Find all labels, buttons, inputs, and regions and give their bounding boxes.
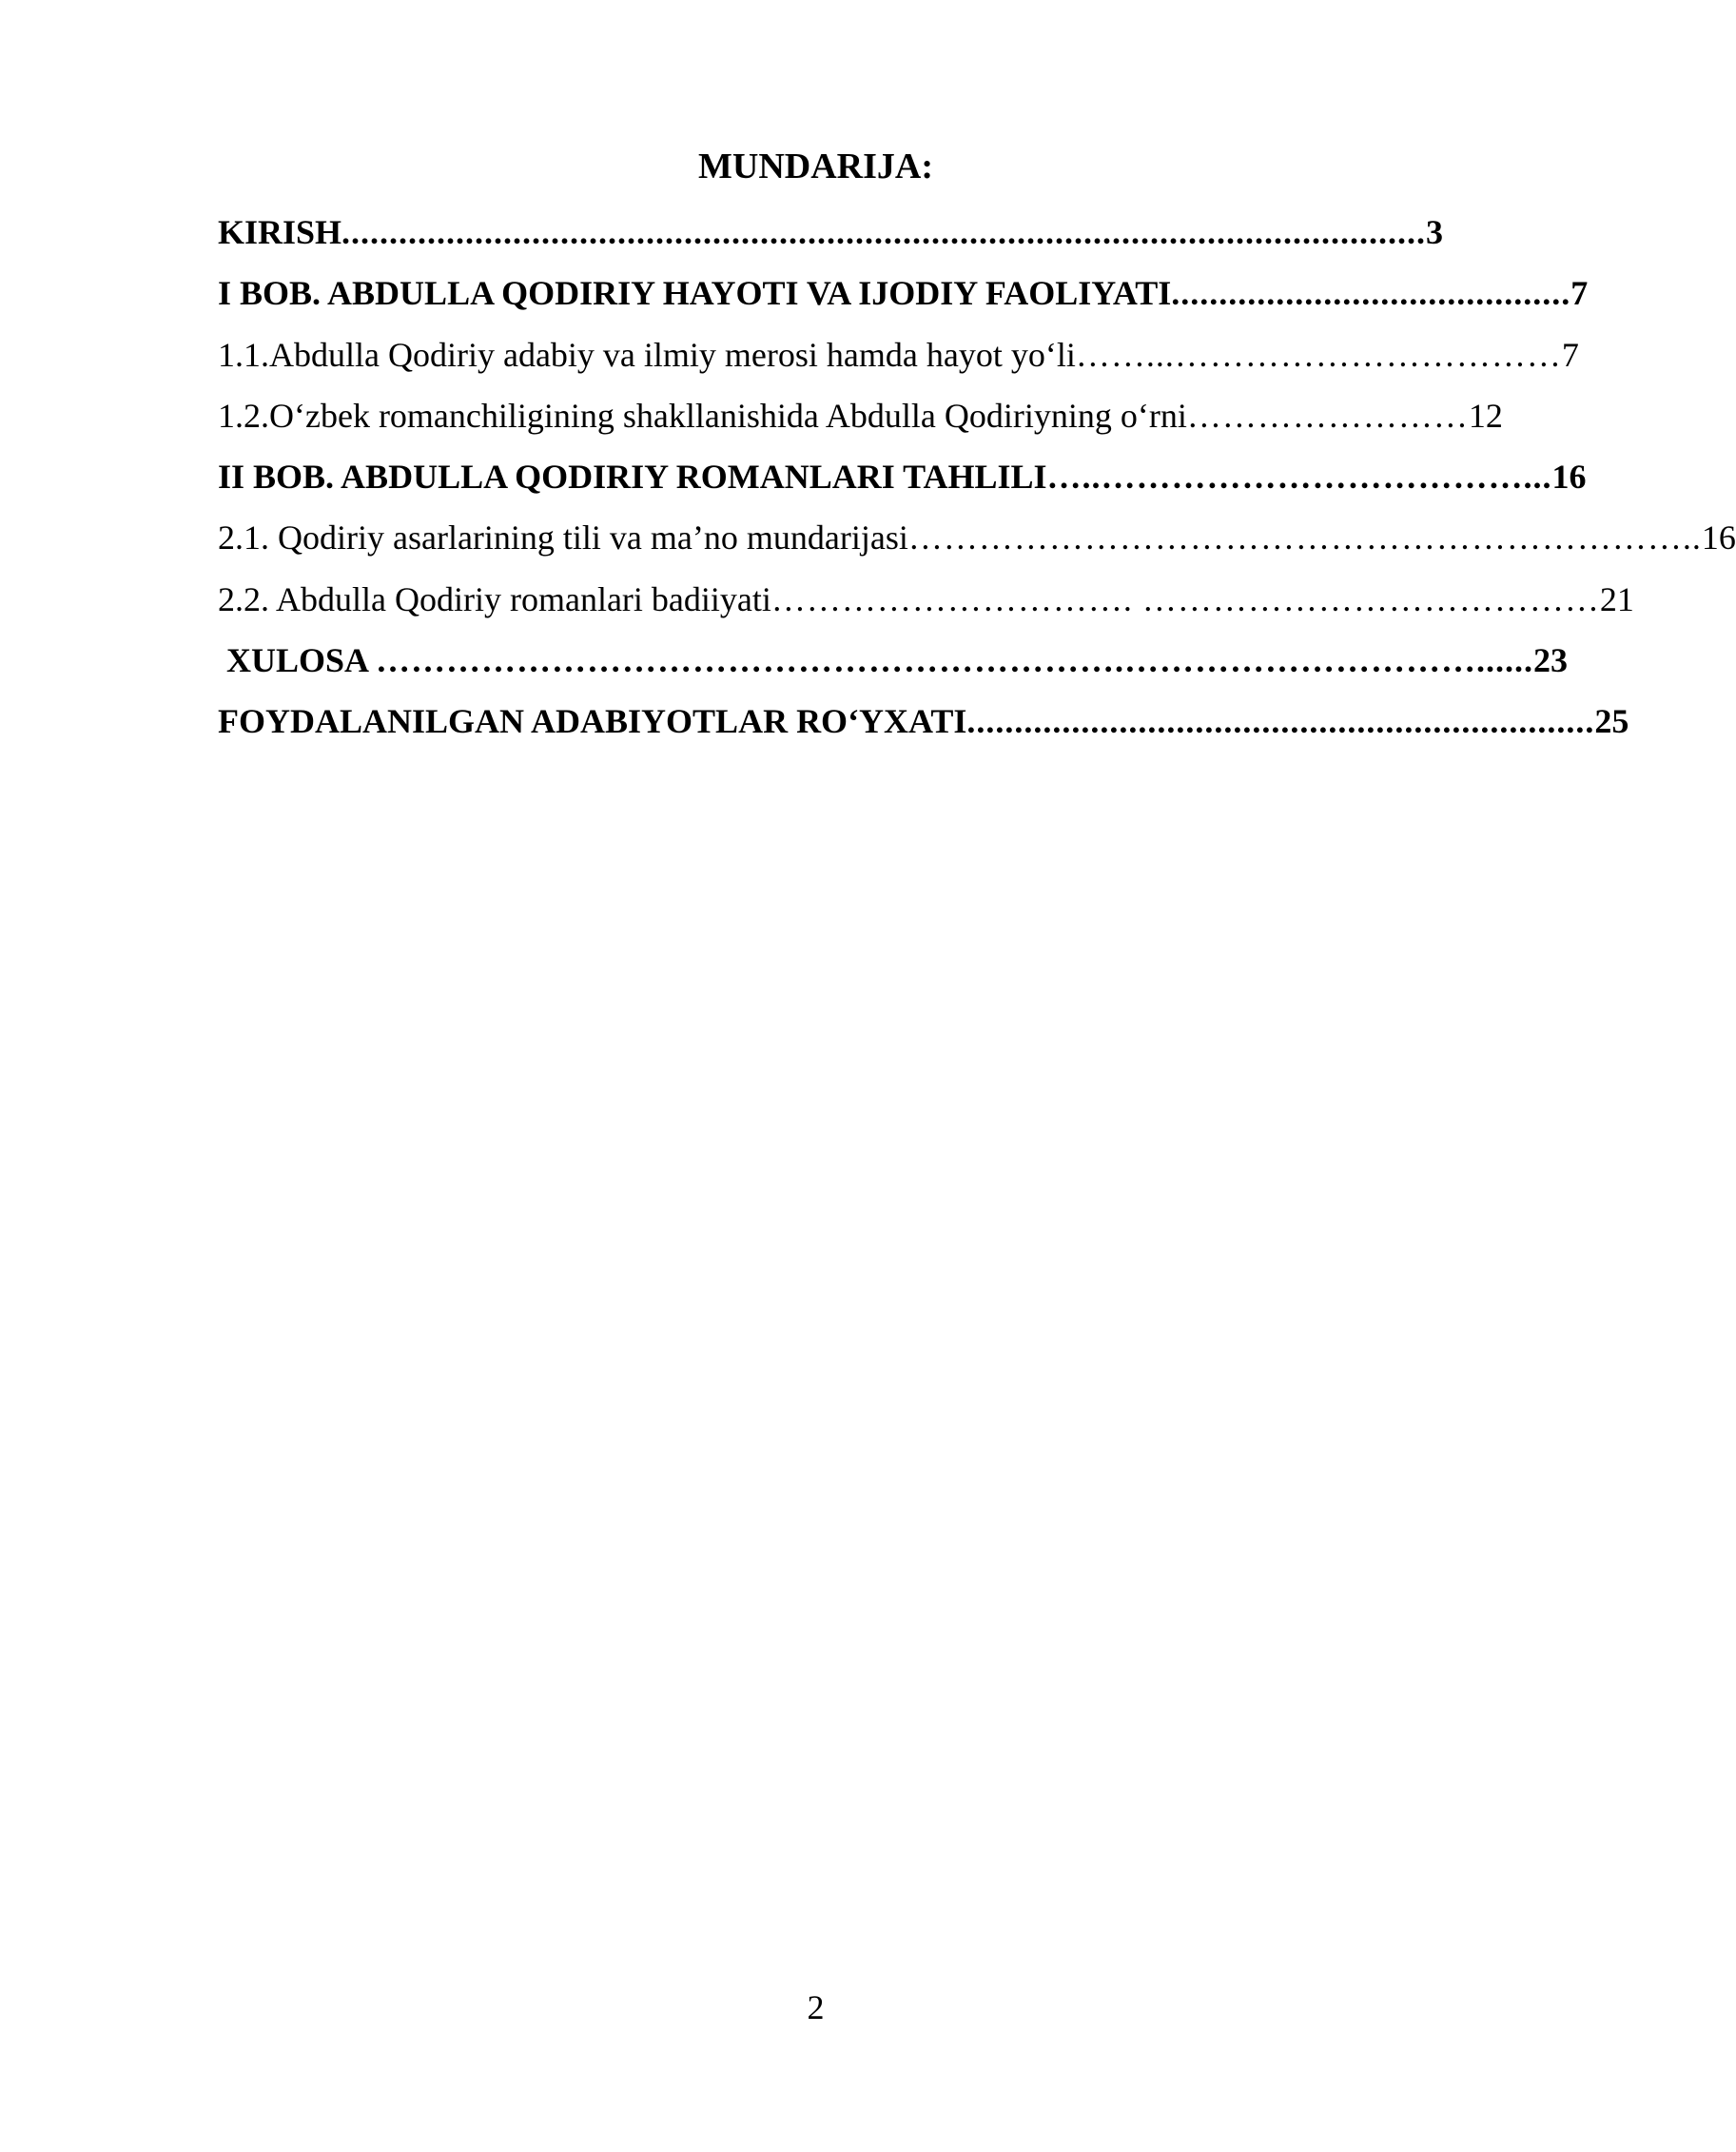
toc-entry-kirish[interactable] (218, 202, 1444, 263)
toc-entry-leader: …..………………………………... (1046, 458, 1552, 497)
toc-entry-page: 12 (1468, 396, 1503, 435)
toc-entry-chapter-1[interactable] (218, 263, 1589, 323)
toc-entry-page: 23 (1533, 641, 1569, 680)
toc-entry-label: KIRISH (218, 213, 342, 251)
toc-entry-label: 2.1. Qodiriy asarlarining tili va ma’no mundarijasi (218, 518, 908, 558)
toc-entry-xulosa[interactable] (218, 630, 1569, 691)
toc-entry-leader: ……………………………………………………….…………………………...... (376, 641, 1534, 680)
toc-entry-section-1-1[interactable] (218, 324, 1579, 385)
toc-entry-leader: ………………………………………………………….. (907, 518, 1702, 558)
toc-entry-label: II BOB. ABDULLA QODIRIY ROMANLARI TAHLILI (218, 458, 1047, 497)
toc-entry-page: 7 (1570, 274, 1589, 313)
toc-entry-leader: .................................................................. (966, 702, 1595, 741)
toc-entry-page: 21 (1599, 579, 1634, 618)
toc-entry-leader: …………………………. ………………………………… (770, 579, 1600, 618)
table-of-contents (218, 202, 1736, 753)
toc-entry-leader: …………………… (1186, 396, 1469, 435)
toc-entry-page: 16 (1701, 518, 1736, 558)
toc-entry-page: 3 (1426, 213, 1444, 251)
page-number: 2 (807, 1988, 825, 2026)
toc-entry-label: 2.2. Abdulla Qodiriy romanlari badiiyati (218, 579, 771, 618)
toc-entry-leader: ……...…………………………… (1075, 335, 1562, 374)
toc-entry-page: 7 (1561, 335, 1579, 374)
toc-entry-label: XULOSA (218, 641, 377, 680)
toc-entry-page: 16 (1551, 458, 1587, 497)
toc-entry-chapter-2[interactable] (218, 446, 1587, 507)
toc-entry-references[interactable] (218, 691, 1629, 752)
toc-entry-label: I BOB. ABDULLA QODIRIY HAYOTI VA IJODIY FAOLIYATI (218, 274, 1172, 313)
toc-entry-leader: .......................................... (1171, 274, 1571, 313)
toc-entry-leader: .................................................................................................................. (341, 213, 1427, 251)
toc-entry-label: 1.2.O‘zbek romanchiligining shakllanishida Abdulla Qodiriyning o‘rni (218, 396, 1187, 435)
toc-entry-section-1-2[interactable] (218, 385, 1503, 446)
toc-entry-section-2-2[interactable] (218, 569, 1634, 630)
toc-entry-section-2-1[interactable] (218, 507, 1736, 568)
toc-entry-label: FOYDALANILGAN ADABIYOTLAR RO‘YXATI (218, 702, 967, 741)
toc-title: MUNDARIJA: (698, 147, 933, 186)
toc-entry-page: 25 (1594, 702, 1629, 741)
toc-entry-label: 1.1.Abdulla Qodiriy adabiy va ilmiy merosi hamda hayot yo‘li (218, 335, 1076, 374)
